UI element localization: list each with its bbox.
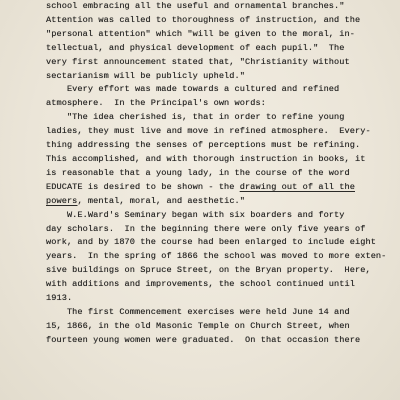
text-line-16: W.E.Ward's Seminary began with six boarders and forty [46, 209, 345, 220]
text-line-13: is reasonable that a young lady, in the course of the word [46, 167, 350, 178]
text-line-12: This accomplished, and with thorough instruction in books, it [46, 153, 366, 164]
text-line-2: Attention was called to thoroughness of instruction, and the [46, 14, 361, 25]
text-line-24: 15, 1866, in the old Masonic Temple on Church Street, when [46, 320, 350, 331]
text-line-4: tellectual, and physical development of each pupil." The [46, 42, 345, 53]
text-line-8: atmosphere. In the Principal's own words: [46, 98, 266, 109]
text-line-18: work, and by 1870 the course had been enlarged to include eight [46, 237, 376, 248]
text-line-15: powers, mental, moral, and aesthetic." [46, 195, 246, 206]
text-line-25: fourteen young women were graduated. On that occasion there [46, 334, 361, 345]
text-line-23: The first Commencement exercises were held June 14 and [46, 306, 350, 317]
underlined-word: powers [46, 195, 78, 206]
text-line-14: EDUCATE is desired to be shown - the drawing out of all the [46, 181, 355, 192]
text-line-9: "The idea cherished is, that in order to refine young [46, 112, 345, 123]
text-line-11: thing addressing the senses of perceptions must be refining. [46, 140, 361, 151]
text-line-10: ladies, they must live and move in refined atmosphere. Every- [46, 126, 371, 137]
underlined-phrase: drawing out of all the [239, 181, 355, 192]
text-line-1: school embracing all the useful and ornamental branches." [46, 1, 345, 11]
text-line-20: sive buildings on Spruce Street, on the Bryan property. Here, [46, 265, 371, 276]
text-line-7: Every effort was made towards a cultured and refined [46, 84, 340, 95]
text-line-17: day scholars. In the beginning there were only five years of [46, 223, 366, 234]
text-line-6: sectarianism will be publicly upheld." [46, 70, 246, 81]
typed-text-body [46, 0, 396, 348]
text-line-5: very first announcement stated that, "Christianity without [46, 56, 350, 67]
text-line-22: 1913. [46, 293, 73, 304]
text-line-3: "personal attention" which "will be given to the moral, in- [46, 28, 355, 39]
text-line-19: years. In the spring of 1866 the school was moved to more exten- [46, 251, 387, 262]
text-line-21: with additions and improvements, the school continued until [46, 279, 355, 290]
